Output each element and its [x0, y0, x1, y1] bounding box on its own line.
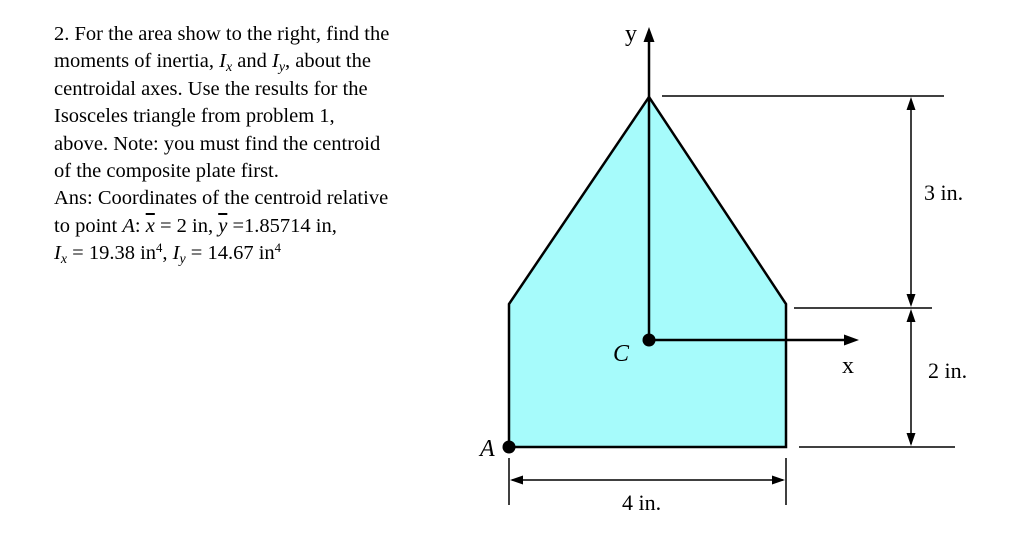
dim-arrow-right [772, 476, 785, 485]
dim-arrow-down-mid [907, 294, 916, 307]
problem-line-4: Isosceles triangle from problem 1, [54, 105, 335, 128]
x-axis-label: x [842, 353, 854, 379]
x-bar-value: = 2 in, [154, 214, 219, 237]
dimension-label-width: 4 in. [622, 490, 662, 515]
problem-line-2-pre: moments of inertia, [54, 50, 220, 73]
ix-symbol: I [219, 50, 226, 73]
answer-line-1: Ans: Coordinates of the centroid relative [54, 187, 389, 210]
ix-value: = 19.38 in [67, 242, 157, 265]
ix-exponent: 4 [156, 241, 163, 256]
iy-subscript: y [278, 60, 285, 76]
problem-line-3: centroidal axes. Use the results for the [54, 77, 368, 100]
y-axis-arrowhead [644, 27, 655, 42]
ans-iy-symbol: I [172, 242, 180, 265]
answer-point-a: A [122, 214, 135, 237]
answer-to-point: to point [54, 214, 123, 237]
dimension-label-triangle-height: 3 in. [924, 180, 964, 205]
ans-ix-symbol: I [54, 242, 61, 265]
point-a [503, 441, 516, 454]
problem-line-5: above. Note: you must find the centroid [54, 132, 381, 155]
dim-arrow-down-bottom [907, 433, 916, 446]
dim-arrow-up-mid [907, 309, 916, 322]
iy-exponent: 4 [274, 241, 282, 256]
iy-value: = 14.67 in [185, 242, 275, 265]
centroid-point [643, 334, 656, 347]
ans-ix-subscript: x [60, 252, 68, 268]
point-a-label: A [480, 436, 495, 462]
composite-plate [509, 97, 786, 447]
y-bar-value: =1.85714 in, [227, 214, 337, 237]
x-bar-symbol: $\overline{x}$ [145, 214, 155, 237]
iy-symbol: I [271, 50, 279, 73]
problem-line-2-post: , about the [285, 50, 371, 73]
ix-subscript: x [225, 60, 233, 76]
answer-comma: , [162, 242, 173, 265]
problem-line-6: of the composite plate first. [54, 160, 279, 183]
problem-line-1-text: For the area show to the right, find the [74, 23, 390, 45]
x-axis-arrowhead [844, 335, 859, 346]
y-bar-symbol: $\overline{y}$ [218, 214, 228, 237]
centroid-label: C [613, 341, 630, 367]
problem-and: and [232, 50, 272, 73]
answer-colon: : [134, 214, 146, 237]
problem-number: 2. [54, 23, 70, 45]
dimension-label-rect-height: 2 in. [928, 358, 968, 383]
ans-iy-subscript: y [179, 252, 186, 268]
y-axis-label: y [625, 21, 637, 47]
dim-arrow-left [510, 476, 523, 485]
dim-arrow-up-top [907, 97, 916, 110]
